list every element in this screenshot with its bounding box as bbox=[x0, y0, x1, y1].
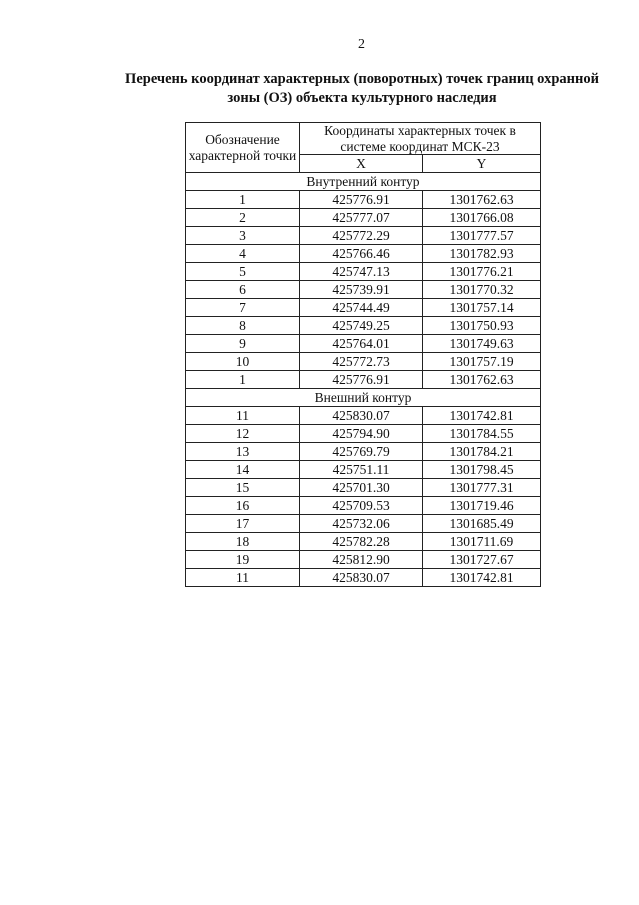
point-cell: 2 bbox=[186, 209, 300, 227]
y-coordinate-cell: 1301757.19 bbox=[423, 353, 541, 371]
x-coordinate-cell: 425709.53 bbox=[300, 497, 423, 515]
y-coordinate-cell: 1301777.31 bbox=[423, 479, 541, 497]
title-line-1: Перечень координат характерных (поворотных) точек границ охранной bbox=[125, 71, 599, 87]
table-row bbox=[186, 461, 541, 479]
y-column-header: Y bbox=[423, 155, 541, 173]
x-coordinate-cell: 425772.73 bbox=[300, 353, 423, 371]
y-coordinate-cell: 1301766.08 bbox=[423, 209, 541, 227]
x-coordinate-cell: 425769.79 bbox=[300, 443, 423, 461]
point-cell: 18 bbox=[186, 533, 300, 551]
y-coordinate-cell: 1301719.46 bbox=[423, 497, 541, 515]
table-row bbox=[186, 263, 541, 281]
table-row bbox=[186, 407, 541, 425]
x-coordinate-cell: 425772.29 bbox=[300, 227, 423, 245]
y-coordinate-cell: 1301727.67 bbox=[423, 551, 541, 569]
x-coordinate-cell: 425764.01 bbox=[300, 335, 423, 353]
table-row bbox=[186, 281, 541, 299]
table-row bbox=[186, 479, 541, 497]
page-number: 2 bbox=[358, 37, 365, 52]
x-coordinate-cell: 425739.91 bbox=[300, 281, 423, 299]
table-header-row bbox=[186, 123, 541, 155]
point-cell: 3 bbox=[186, 227, 300, 245]
y-coordinate-cell: 1301784.21 bbox=[423, 443, 541, 461]
x-coordinate-cell: 425777.07 bbox=[300, 209, 423, 227]
x-coordinate-cell: 425732.06 bbox=[300, 515, 423, 533]
y-coordinate-cell: 1301762.63 bbox=[423, 191, 541, 209]
table-row bbox=[186, 299, 541, 317]
point-cell: 12 bbox=[186, 425, 300, 443]
y-coordinate-cell: 1301782.93 bbox=[423, 245, 541, 263]
x-coordinate-cell: 425812.90 bbox=[300, 551, 423, 569]
coordinates-header: Координаты характерных точек в системе координат МСК-23 bbox=[300, 123, 541, 155]
point-cell: 16 bbox=[186, 497, 300, 515]
point-designation-header: Обозначение характерной точки bbox=[186, 123, 300, 173]
table-row bbox=[186, 335, 541, 353]
point-cell: 10 bbox=[186, 353, 300, 371]
y-coordinate-cell: 1301749.63 bbox=[423, 335, 541, 353]
table-row bbox=[186, 353, 541, 371]
y-coordinate-cell: 1301742.81 bbox=[423, 407, 541, 425]
y-coordinate-cell: 1301742.81 bbox=[423, 569, 541, 587]
coordinates-table bbox=[185, 122, 541, 587]
x-coordinate-cell: 425782.28 bbox=[300, 533, 423, 551]
x-coordinate-cell: 425744.49 bbox=[300, 299, 423, 317]
table-row bbox=[186, 209, 541, 227]
x-column-header: X bbox=[300, 155, 423, 173]
y-coordinate-cell: 1301776.21 bbox=[423, 263, 541, 281]
y-coordinate-cell: 1301762.63 bbox=[423, 371, 541, 389]
blank-area bbox=[0, 620, 639, 905]
point-cell: 13 bbox=[186, 443, 300, 461]
table-row bbox=[186, 533, 541, 551]
section-row bbox=[186, 389, 541, 407]
x-coordinate-cell: 425749.25 bbox=[300, 317, 423, 335]
y-coordinate-cell: 1301770.32 bbox=[423, 281, 541, 299]
x-coordinate-cell: 425701.30 bbox=[300, 479, 423, 497]
y-coordinate-cell: 1301784.55 bbox=[423, 425, 541, 443]
x-coordinate-cell: 425830.07 bbox=[300, 569, 423, 587]
point-cell: 5 bbox=[186, 263, 300, 281]
point-cell: 9 bbox=[186, 335, 300, 353]
table-row bbox=[186, 371, 541, 389]
point-cell: 11 bbox=[186, 569, 300, 587]
table-row bbox=[186, 191, 541, 209]
title-line-2: зоны (ОЗ) объекта культурного наследия bbox=[227, 90, 497, 106]
point-cell: 6 bbox=[186, 281, 300, 299]
x-coordinate-cell: 425776.91 bbox=[300, 191, 423, 209]
document-title bbox=[92, 70, 632, 108]
point-cell: 8 bbox=[186, 317, 300, 335]
y-coordinate-cell: 1301798.45 bbox=[423, 461, 541, 479]
section-row bbox=[186, 173, 541, 191]
table-row bbox=[186, 317, 541, 335]
table-row bbox=[186, 569, 541, 587]
x-coordinate-cell: 425830.07 bbox=[300, 407, 423, 425]
x-coordinate-cell: 425751.11 bbox=[300, 461, 423, 479]
table-row bbox=[186, 443, 541, 461]
y-coordinate-cell: 1301750.93 bbox=[423, 317, 541, 335]
point-cell: 17 bbox=[186, 515, 300, 533]
x-coordinate-cell: 425766.46 bbox=[300, 245, 423, 263]
table-body bbox=[186, 173, 541, 587]
point-cell: 14 bbox=[186, 461, 300, 479]
y-coordinate-cell: 1301757.14 bbox=[423, 299, 541, 317]
section-title: Внутренний контур bbox=[186, 173, 541, 191]
point-cell: 4 bbox=[186, 245, 300, 263]
y-coordinate-cell: 1301777.57 bbox=[423, 227, 541, 245]
table-row bbox=[186, 425, 541, 443]
point-cell: 15 bbox=[186, 479, 300, 497]
point-cell: 1 bbox=[186, 191, 300, 209]
table-row bbox=[186, 227, 541, 245]
x-coordinate-cell: 425794.90 bbox=[300, 425, 423, 443]
table-row bbox=[186, 245, 541, 263]
x-coordinate-cell: 425776.91 bbox=[300, 371, 423, 389]
section-title: Внешний контур bbox=[186, 389, 541, 407]
point-cell: 19 bbox=[186, 551, 300, 569]
point-cell: 1 bbox=[186, 371, 300, 389]
table-row bbox=[186, 497, 541, 515]
table-row bbox=[186, 551, 541, 569]
y-coordinate-cell: 1301711.69 bbox=[423, 533, 541, 551]
point-cell: 7 bbox=[186, 299, 300, 317]
point-cell: 11 bbox=[186, 407, 300, 425]
table-row bbox=[186, 515, 541, 533]
x-coordinate-cell: 425747.13 bbox=[300, 263, 423, 281]
y-coordinate-cell: 1301685.49 bbox=[423, 515, 541, 533]
